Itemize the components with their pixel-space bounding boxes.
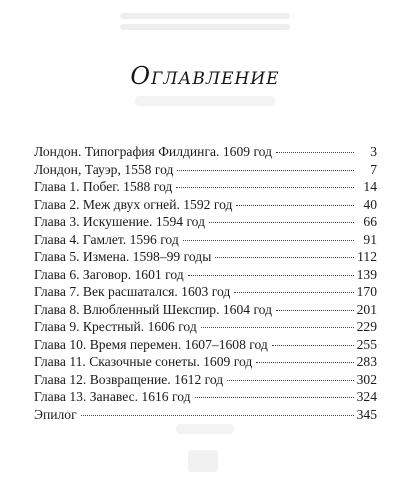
toc-entry xyxy=(34,143,377,161)
toc-entry-page: 283 xyxy=(356,354,377,369)
toc-entry-page: 14 xyxy=(363,179,377,194)
show-through-text xyxy=(176,424,234,434)
dot-leader xyxy=(276,152,354,153)
dot-leader xyxy=(215,257,354,258)
toc-entry-label: Глава 11. Сказочные сонеты. 1609 год xyxy=(34,354,253,369)
toc-entry xyxy=(34,406,377,424)
toc-entry-label: Глава 7. Век расшатался. 1603 год xyxy=(34,284,231,299)
toc-entry-page: 40 xyxy=(363,196,377,212)
dot-leader xyxy=(183,240,354,241)
dot-leader xyxy=(256,362,353,363)
toc-entry-page: 66 xyxy=(363,214,377,229)
toc-entry xyxy=(34,336,377,354)
table-of-contents xyxy=(34,143,377,423)
toc-entry xyxy=(34,213,377,231)
toc-entry-label: Глава 6. Заговор. 1601 год xyxy=(34,266,184,282)
toc-entry-label: Глава 12. Возвращение. 1612 год xyxy=(34,371,224,387)
toc-entry xyxy=(34,388,377,406)
toc-entry-page: 229 xyxy=(356,319,377,334)
toc-entry-page: 139 xyxy=(356,266,377,282)
toc-entry-label: Лондон. Типография Филдинга. 1609 год xyxy=(34,144,273,159)
toc-title: Оглавление xyxy=(130,62,280,90)
toc-entry xyxy=(34,161,377,179)
toc-entry xyxy=(34,248,377,266)
toc-entry-label: Глава 10. Время перемен. 1607–1608 год xyxy=(34,336,268,352)
toc-entry-label: Глава 13. Занавес. 1616 год xyxy=(34,389,191,404)
dot-leader xyxy=(236,205,354,206)
toc-entry-page: 7 xyxy=(370,161,377,177)
toc-entry-label: Эпилог xyxy=(34,406,77,422)
toc-entry xyxy=(34,371,377,389)
toc-entry xyxy=(34,283,377,301)
toc-entry xyxy=(34,301,377,319)
toc-entry-label: Глава 5. Измена. 1598–99 годы xyxy=(34,249,212,264)
toc-entry-page: 302 xyxy=(356,371,377,387)
toc-entry xyxy=(34,196,377,214)
dot-leader xyxy=(234,292,353,293)
dot-leader xyxy=(201,327,354,328)
dot-leader xyxy=(195,397,354,398)
dot-leader xyxy=(272,345,354,346)
dot-leader xyxy=(81,415,354,416)
toc-entry-page: 112 xyxy=(357,249,377,264)
dot-leader xyxy=(276,310,354,311)
dot-leader xyxy=(188,275,354,276)
toc-entry xyxy=(34,353,377,371)
toc-entry-label: Глава 4. Гамлет. 1596 год xyxy=(34,231,179,247)
dot-leader xyxy=(176,187,354,188)
toc-entry xyxy=(34,231,377,249)
dot-leader xyxy=(177,170,354,171)
toc-entry xyxy=(34,318,377,336)
toc-entry-page: 345 xyxy=(356,406,377,422)
toc-entry-page: 255 xyxy=(356,336,377,352)
toc-entry-label: Глава 3. Искушение. 1594 год xyxy=(34,214,206,229)
toc-entry-page: 201 xyxy=(356,301,377,317)
dot-leader xyxy=(209,222,354,223)
dot-leader xyxy=(227,380,353,381)
toc-entry-label: Глава 1. Побег. 1588 год xyxy=(34,179,173,194)
show-through-text xyxy=(135,96,275,106)
toc-entry-label: Глава 8. Влюбленный Шекспир. 1604 год xyxy=(34,301,273,317)
toc-entry-label: Глава 9. Крестный. 1606 год xyxy=(34,319,197,334)
toc-entry xyxy=(34,266,377,284)
toc-entry-label: Глава 2. Меж двух огней. 1592 год xyxy=(34,196,233,212)
toc-entry-page: 3 xyxy=(370,144,377,159)
toc-entry-page: 324 xyxy=(356,389,377,404)
toc-entry-page: 170 xyxy=(356,284,377,299)
toc-entry-label: Лондон, Тауэр, 1558 год xyxy=(34,161,174,177)
toc-entry xyxy=(34,178,377,196)
toc-entry-page: 91 xyxy=(363,231,377,247)
show-through-mark xyxy=(188,450,218,472)
show-through-text xyxy=(120,8,290,38)
